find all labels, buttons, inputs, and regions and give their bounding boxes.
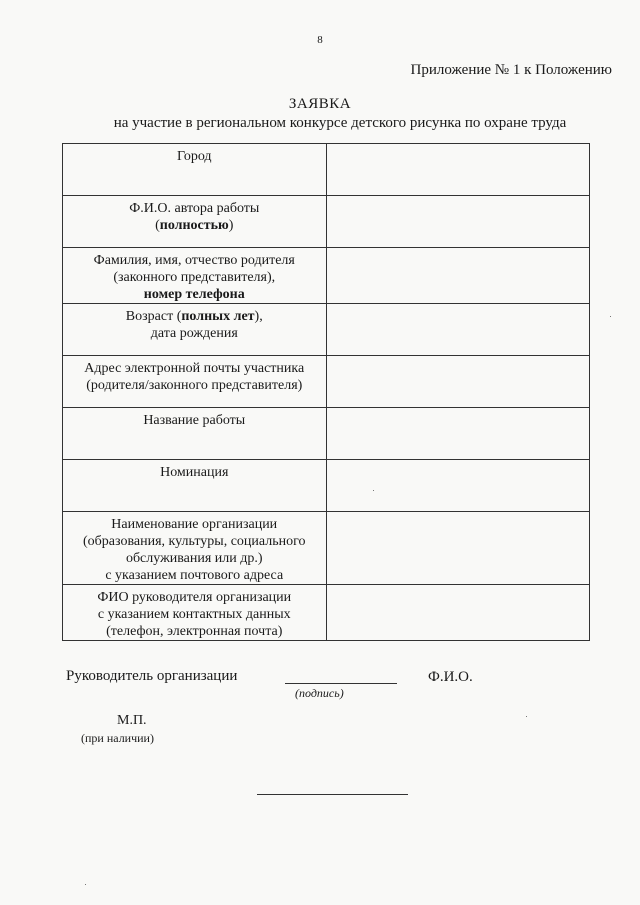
form-row-value-field[interactable]: [326, 248, 590, 304]
form-row-label-line: [63, 412, 326, 429]
name-caption: Ф.И.О.: [428, 669, 473, 685]
label-text: с указанием контактных данных: [97, 607, 291, 622]
form-row-label-line: [63, 325, 326, 342]
label-text: (: [155, 218, 160, 233]
form-row-label-line: [63, 589, 326, 606]
form-row-label-line: [63, 567, 326, 584]
form-row-label: [63, 408, 327, 460]
form-row-label-line: [63, 606, 326, 623]
form-row-label: [63, 144, 327, 196]
scan-speck: [526, 716, 527, 717]
bottom-line: [257, 794, 408, 795]
label-text: Ф.И.О. автора работы: [129, 201, 260, 216]
form-row-value-field[interactable]: [326, 460, 590, 512]
form-row-value-field[interactable]: [326, 196, 590, 248]
signature-caption: (подпись): [295, 686, 344, 700]
form-row: [63, 196, 590, 248]
label-text: (образования, культуры, социального: [83, 534, 306, 549]
label-text: ): [228, 218, 234, 233]
form-row-label-line: [63, 464, 326, 481]
form-row-label-line: [63, 550, 326, 567]
stamp-note: (при наличии): [81, 731, 154, 745]
form-row-label: [63, 304, 327, 356]
form-row-label-line: [63, 377, 326, 394]
form-row-label-line: [63, 533, 326, 550]
form-row-value-field[interactable]: [326, 304, 590, 356]
form-row-value-field[interactable]: [326, 585, 590, 641]
label-text: (телефон, электронная почта): [106, 624, 283, 639]
form-row-value-field[interactable]: [326, 512, 590, 585]
form-row-label-line: [63, 623, 326, 640]
form-row-label-line: [63, 269, 326, 286]
signature-role: Руководитель организации: [66, 668, 238, 684]
label-text: Фамилия, имя, отчество родителя: [93, 253, 295, 268]
label-text: Возраст (: [125, 309, 182, 324]
form-row: [63, 408, 590, 460]
label-text: Город: [176, 149, 212, 164]
document-title: ЗАЯВКА: [288, 96, 352, 112]
form-row-value-field[interactable]: [326, 356, 590, 408]
form-row-value-field[interactable]: [326, 144, 590, 196]
document-subtitle: на участие в региональном конкурсе детского рисунка по охране труда: [113, 115, 567, 131]
label-text: Наименование организации: [111, 517, 278, 532]
form-row-label-line: [63, 217, 326, 234]
label-text: с указанием почтового адреса: [105, 568, 284, 583]
form-row-label-line: [63, 308, 326, 325]
form-row-label-line: [63, 252, 326, 269]
form-row-value-field[interactable]: [326, 408, 590, 460]
form-row-label: [63, 248, 327, 304]
label-text: дата рождения: [150, 326, 238, 341]
scan-speck: [85, 884, 86, 885]
stamp-label: М.П.: [117, 713, 147, 728]
label-text: Номинация: [160, 465, 229, 480]
form-row-label: [63, 460, 327, 512]
label-text: (законного представителя),: [113, 270, 276, 285]
form-row-label-line: [63, 516, 326, 533]
page-number: 8: [317, 34, 323, 46]
form-row-label-line: [63, 148, 326, 165]
form-row-label: [63, 196, 327, 248]
label-text: Название работы: [143, 413, 246, 428]
form-row: [63, 585, 590, 641]
signature-line: [285, 683, 397, 684]
scan-speck: [373, 490, 374, 491]
form-row: [63, 144, 590, 196]
form-row-label-line: [63, 286, 326, 303]
form-row-label: [63, 585, 327, 641]
form-row: [63, 356, 590, 408]
label-text: Адрес электронной почты участника: [84, 361, 305, 376]
label-text: ФИО руководителя организации: [97, 590, 292, 605]
label-text: ),: [254, 309, 263, 324]
form-row-label: [63, 356, 327, 408]
form-row-label-line: [63, 360, 326, 377]
application-form-table: [62, 143, 590, 641]
scan-speck: [610, 316, 611, 317]
form-row: [63, 304, 590, 356]
form-row: [63, 512, 590, 585]
form-row-label-line: [63, 200, 326, 217]
form-row-label: [63, 512, 327, 585]
label-emphasis: номер телефона: [143, 287, 245, 302]
form-row: [63, 460, 590, 512]
appendix-note: Приложение № 1 к Положению: [410, 62, 612, 78]
label-emphasis: полностью: [159, 218, 229, 233]
label-text: обслуживания или др.): [125, 551, 263, 566]
label-text: (родителя/законного представителя): [86, 378, 303, 393]
form-row: [63, 248, 590, 304]
label-emphasis: полных лет: [181, 309, 255, 324]
